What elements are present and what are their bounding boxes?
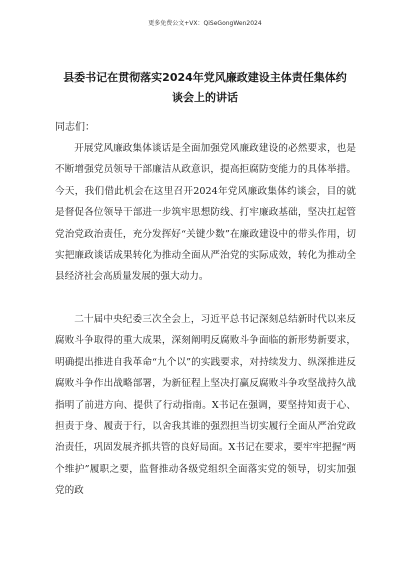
document-title (52, 68, 358, 108)
header-note: 更多免费公文+VX：QiSeGongWen2024 (148, 20, 262, 27)
title-line-2: 谈会上的讲话 (172, 91, 238, 104)
body-paragraph-1: 开展党风廉政集体谈话是全面加强党风廉政建设的必然要求，也是不断增强党员领导干部廉洁从政意识，提高拒腐防变能力的具体举措。今天，我们借此机会在这里召开2024年党风廉政集体约谈会，目的就是督促各位领导干部进一步筑牢思想防线、打牢廉政基础，坚决扛起管党治党政治责任，充分发挥好“关键少数”在廉政建设中的带头作用，切实把廉政谈话成果转化为推动全面从严治党的实际成效，转化为推动全县经济社会高质量发展的强大动力。 (55, 143, 356, 283)
title-line-1: 县委书记在贯彻落实2024年党风廉政建设主体责任集体约 (63, 71, 347, 84)
salutation: 同志们： (55, 122, 95, 133)
body-paragraph-2: 二十届中央纪委三次全会上，习近平总书记深刻总结新时代以来反腐败斗争取得的重大成果，深刻阐明反腐败斗争面临的新形势新要求，明确提出推进自我革命“九个以”的实践要求，对持续发力、纵深推进反腐败斗争作出战略部署，为新征程上坚决打赢反腐败斗争攻坚战持久战指明了前进方向、提供了行动指南。X书记在强调，要坚持知责于心、担责于身、履责于行，以舍我其谁的强烈担当切实履行全面从严治党政治责任，巩固发展齐抓共管的良好局面。X书记在要求，要牢牢把握“两个维护”履职之要，监督推动各级党组织全面落实党的领导，切实加强党的政 (55, 314, 356, 497)
